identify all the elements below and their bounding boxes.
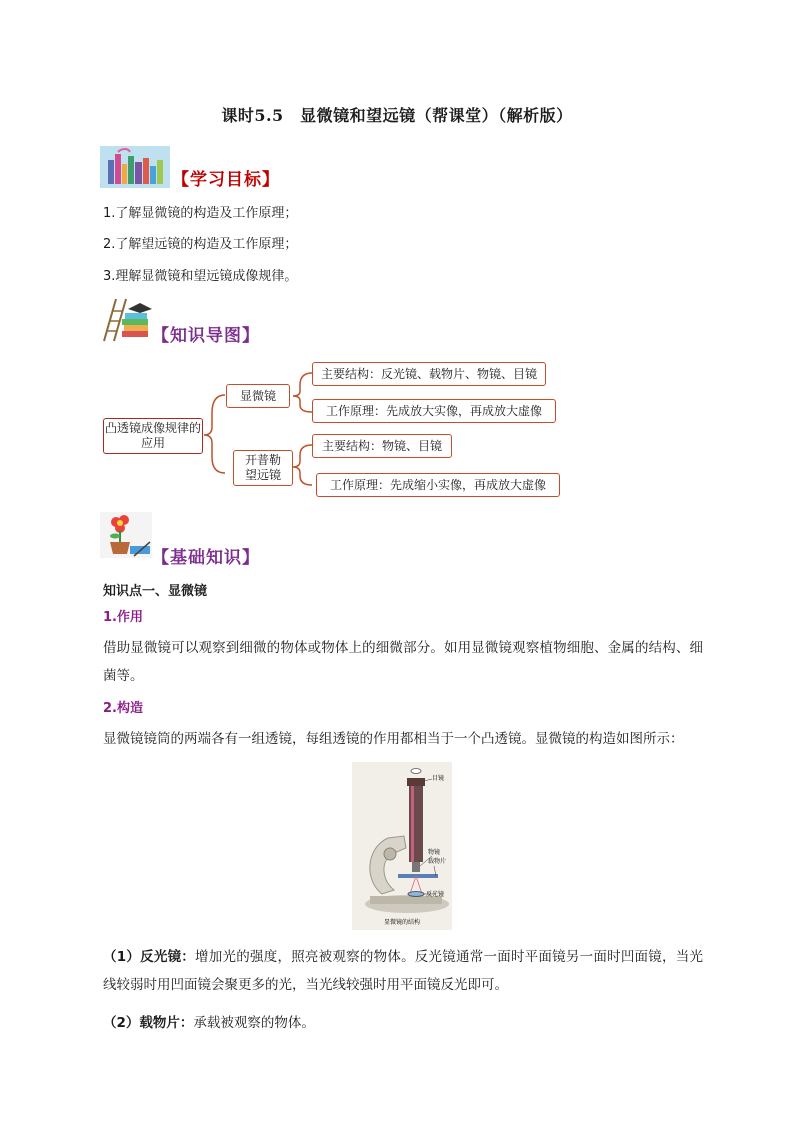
study-ladder-icon (100, 295, 152, 343)
page-title: 课时5.5 显微镜和望远镜（帮课堂）（解析版） (221, 106, 573, 125)
figure-caption: 显微镜的结构 (383, 919, 421, 926)
term-text: 增加光的强度，照亮被观察的物体。反光镜通常一面时平面镜另一面时凹面镜，当光线较弱时用凹面镜会聚更多的光，当光线较强时用平面镜反光即可。 (103, 949, 703, 993)
figure-label-stage: 载物片 (428, 858, 447, 865)
paragraph-mirror (103, 943, 703, 999)
knowledge-point-title: 知识点一、显微镜 (103, 584, 208, 599)
mindmap-leaf: 主要结构：物镜、目镜 (312, 434, 452, 458)
mindmap-leaf: 工作原理：先成放大实像，再成放大虚像 (312, 399, 556, 423)
term-label: （2）载物片： (103, 1015, 194, 1031)
mindmap-branch: 显微镜 (226, 384, 290, 408)
objective-item: 3.理解显微镜和望远镜成像规律。 (103, 269, 298, 284)
flower-pot-icon (100, 512, 152, 558)
mindmap-leaf: 主要结构：反光镜、载物片、物镜、目镜 (312, 362, 546, 386)
figure-label-objective: 物镜 (428, 849, 441, 856)
subsection-title: 1.作用 (103, 610, 143, 625)
mindmap-leaf: 工作原理：先成缩小实像，再成放大虚像 (316, 473, 560, 497)
mindmap-heading: 【知识导图】 (152, 326, 260, 346)
books-icon (100, 146, 170, 188)
objectives-heading: 【学习目标】 (172, 170, 280, 190)
subsection-title: 2.构造 (103, 701, 143, 716)
basics-heading: 【基础知识】 (152, 548, 260, 568)
paragraph: 显微镜镜筒的两端各有一组透镜，每组透镜的作用都相当于一个凸透镜。显微镜的构造如图所示： (103, 731, 684, 747)
figure-label-eyepiece: 目镜 (432, 775, 445, 782)
microscope-illustration (352, 762, 452, 930)
mindmap-branch: 开普勒望远镜 (233, 450, 293, 486)
paragraph: 借助显微镜可以观察到细微的物体或物体上的细微部分。如用显微镜观察植物细胞、金属的结构、细菌等。 (103, 640, 703, 684)
term-text: 承载被观察的物体。 (193, 1015, 315, 1031)
mindmap-root: 凸透镜成像规律的应用 (103, 418, 203, 454)
paragraph-stage (103, 1009, 703, 1037)
microscope-figure (352, 762, 452, 930)
term-label: （1）反光镜： (103, 949, 196, 965)
objective-item: 2.了解望远镜的构造及工作原理； (103, 237, 298, 252)
objective-item: 1.了解显微镜的构造及工作原理； (103, 206, 298, 221)
figure-label-mirror: 反光镜 (426, 891, 445, 898)
